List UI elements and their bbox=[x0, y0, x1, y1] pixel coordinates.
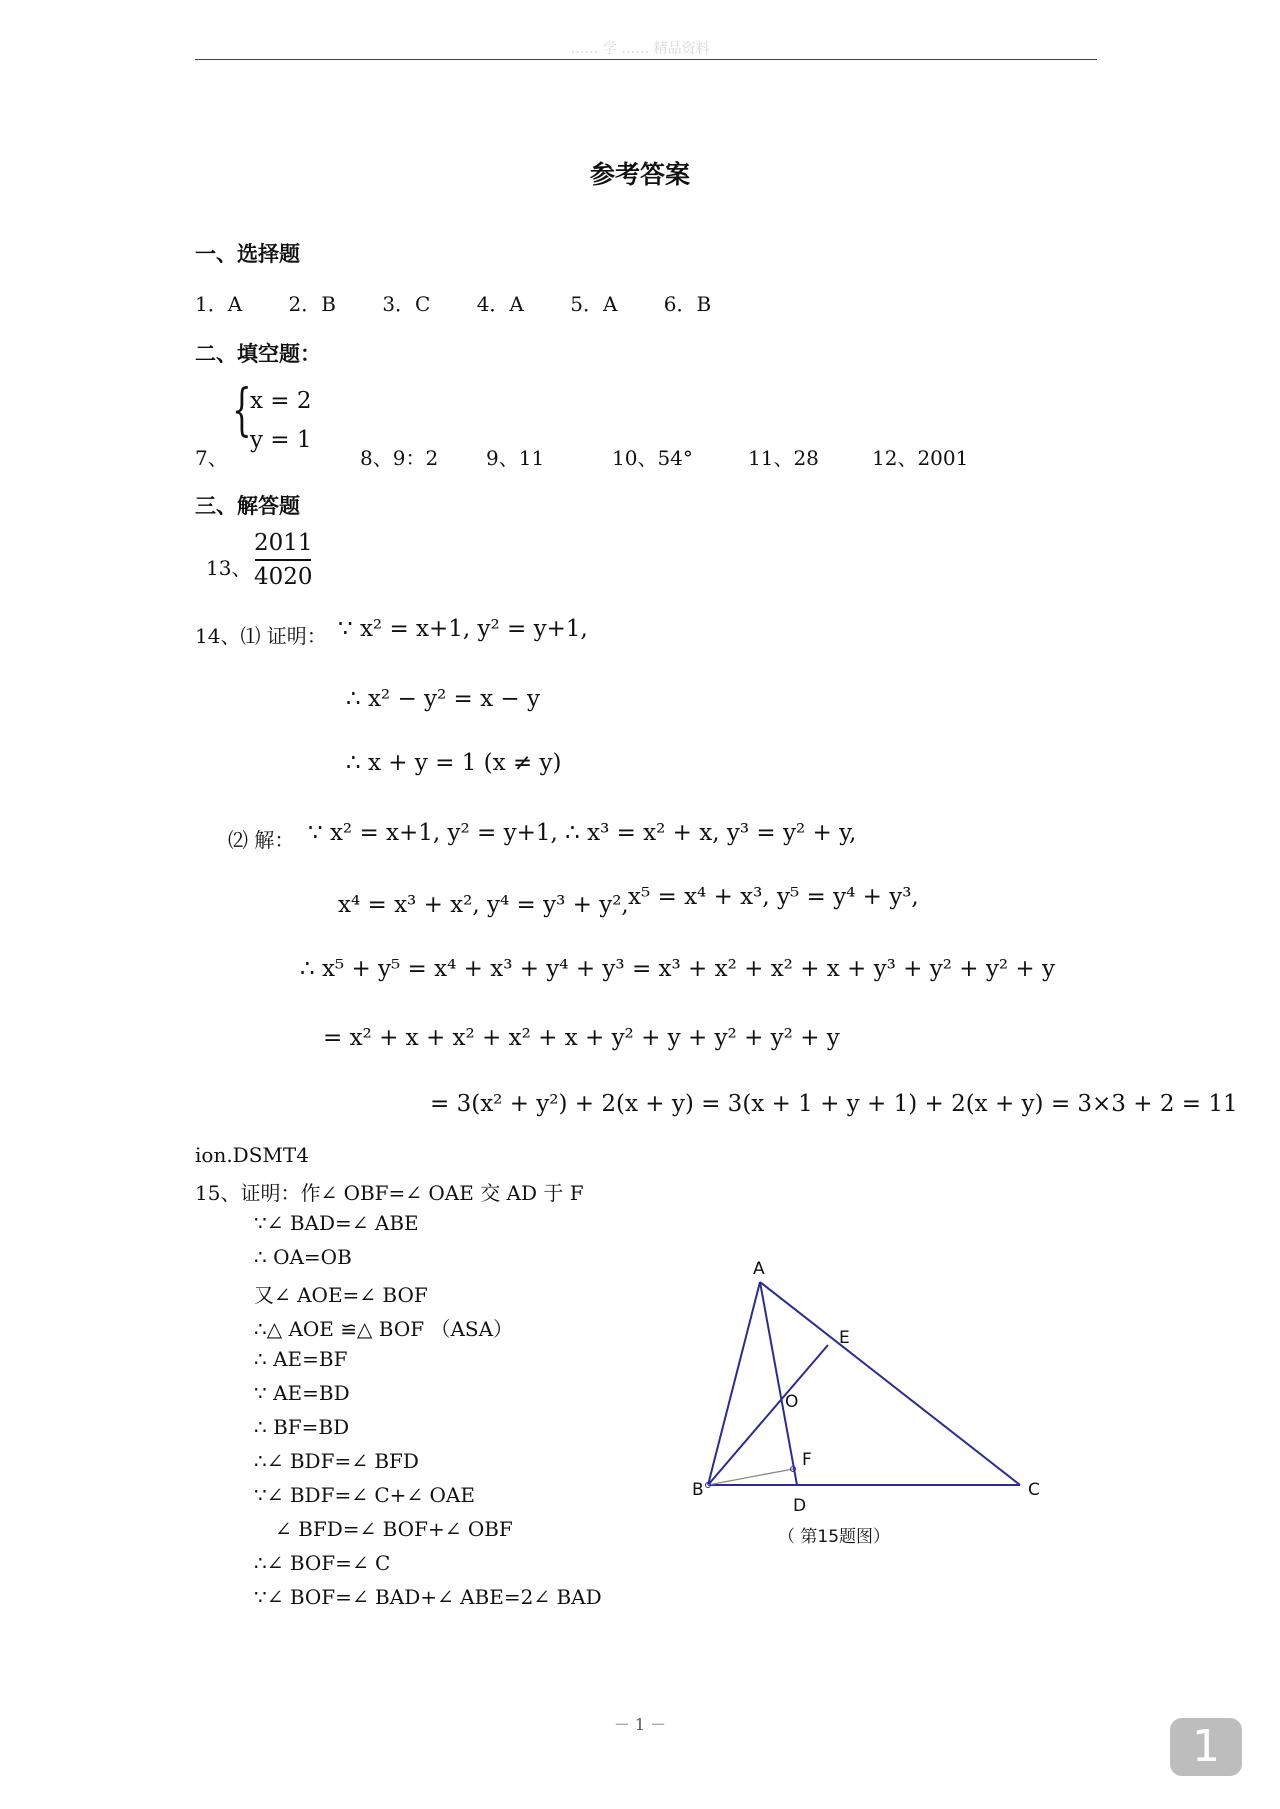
q15-line-10: ∵∠ BDF=∠ C+∠ OAE bbox=[254, 1483, 475, 1507]
section-choice-heading: 一、选择题 bbox=[195, 242, 300, 266]
q15-line-5: ∴△ AOE ≌△ BOF （ASA） bbox=[254, 1317, 514, 1341]
q15-line-3: ∴ OA=OB bbox=[254, 1245, 352, 1269]
answer-1: 1．A bbox=[195, 292, 243, 316]
q12-answer: 12、2001 bbox=[872, 446, 969, 470]
label-O: O bbox=[785, 1392, 799, 1412]
q15-line-12: ∴∠ BOF=∠ C bbox=[254, 1551, 391, 1575]
section-fill-heading: 二、填空题： bbox=[195, 342, 321, 366]
q9-answer: 9、11 bbox=[486, 446, 545, 470]
triangle-diagram bbox=[672, 1255, 1072, 1515]
label-E: E bbox=[839, 1328, 850, 1348]
triangle-lines bbox=[708, 1282, 1020, 1485]
fraction-bar bbox=[255, 559, 311, 561]
q14-2-line5: = 3(x² + y²) + 2(x + y) = 3(x + 1 + y + 1) + 2(x + y) = 3×3 + 2 = 11 bbox=[430, 1091, 1238, 1117]
q15-line-6: ∴ AE=BF bbox=[254, 1347, 348, 1371]
page-title: 参考答案 bbox=[589, 160, 690, 189]
answer-3: 3．C bbox=[382, 292, 431, 316]
q15-line-13: ∵∠ BOF=∠ BAD+∠ ABE=2∠ BAD bbox=[254, 1585, 602, 1609]
stray-text: ion.DSMT4 bbox=[195, 1143, 309, 1167]
q13-label: 13、 bbox=[206, 556, 252, 580]
segment-AD bbox=[760, 1282, 797, 1485]
answer-2: 2．B bbox=[288, 292, 336, 316]
q7-label: 7、 bbox=[195, 446, 228, 470]
q11-answer: 11、28 bbox=[748, 446, 819, 470]
label-C: C bbox=[1028, 1480, 1040, 1500]
q14-2-line2a: x⁴ = x³ + x², y⁴ = y³ + y², bbox=[338, 892, 629, 918]
q10-answer: 10、54° bbox=[612, 446, 693, 470]
label-B: B bbox=[692, 1480, 704, 1500]
q13-fraction bbox=[254, 530, 313, 590]
q15-line-1: 15、证明：作∠ OBF=∠ OAE 交 AD 于 F bbox=[195, 1181, 584, 1205]
header-rule bbox=[195, 59, 1097, 60]
q14-line1: ∵ x² = x+1, y² = y+1, bbox=[338, 616, 588, 642]
q7-eq2: y = 1 bbox=[250, 427, 312, 453]
q8-answer: 8、9：2 bbox=[360, 446, 439, 470]
q15-line-9: ∴∠ BDF=∠ BFD bbox=[254, 1449, 419, 1473]
page-indicator-badge[interactable]: 1 bbox=[1170, 1718, 1242, 1776]
page-number: － 1 － bbox=[613, 1715, 667, 1734]
system-brace: { bbox=[232, 378, 252, 443]
figure-caption: （ 第15题图） bbox=[778, 1527, 891, 1547]
q14-2-line4: = x² + x + x² + x² + x + y² + y + y² + y² + y bbox=[323, 1025, 840, 1051]
q14-2-line3: ∴ x⁵ + y⁵ = x⁴ + x³ + y⁴ + y³ = x³ + x² + x² + x + y³ + y² + y² + y bbox=[300, 956, 1055, 982]
q7-eq1: x = 2 bbox=[250, 388, 312, 414]
segment-AC bbox=[760, 1282, 1020, 1485]
header-faint-text: …… 学 …… 精品资料 bbox=[570, 41, 710, 57]
q14-2-line2b: x⁵ = x⁴ + x³, y⁵ = y⁴ + y³, bbox=[628, 884, 919, 910]
section-solve-heading: 三、解答题 bbox=[195, 494, 300, 518]
label-A: A bbox=[753, 1259, 765, 1279]
q13-denominator: 4020 bbox=[254, 563, 313, 590]
label-D: D bbox=[793, 1496, 807, 1515]
answer-4: 4．A bbox=[476, 292, 524, 316]
label-F: F bbox=[802, 1450, 812, 1470]
triangle-figure bbox=[672, 1255, 1072, 1519]
answer-5: 5．A bbox=[570, 292, 618, 316]
q14-2-label: ⑵ 解： bbox=[228, 828, 295, 852]
answer-6: 6．B bbox=[663, 292, 712, 316]
q15-line-7: ∵ AE=BD bbox=[254, 1381, 350, 1405]
q15-line-4: 又∠ AOE=∠ BOF bbox=[254, 1283, 428, 1307]
q15-line-11: ∠ BFD=∠ BOF+∠ OBF bbox=[275, 1517, 513, 1541]
q13-numerator: 2011 bbox=[254, 530, 313, 556]
choice-answers bbox=[195, 288, 751, 317]
q14-label: 14、⑴ 证明： bbox=[195, 624, 327, 648]
q15-line-2: ∵∠ BAD=∠ ABE bbox=[254, 1211, 419, 1235]
q14-2-line1: ∵ x² = x+1, y² = y+1, ∴ x³ = x² + x, y³ = y² + y, bbox=[308, 820, 857, 846]
q15-line-8: ∴ BF=BD bbox=[254, 1415, 350, 1439]
q14-line3: ∴ x + y = 1 (x ≠ y) bbox=[346, 750, 562, 776]
q14-line2: ∴ x² − y² = x − y bbox=[346, 686, 540, 712]
